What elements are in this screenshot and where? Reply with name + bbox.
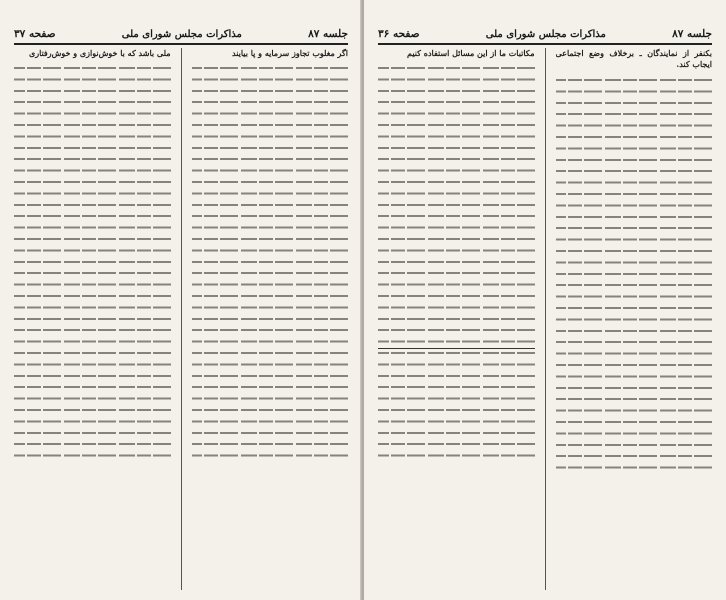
left-page-columns xyxy=(14,48,348,590)
column-lead: بکنفر از نمایندگان ـ برخلاف وضع اجتماعی ایجاب کند. xyxy=(555,48,712,70)
left-page-number: صفحه ۳۷ xyxy=(14,28,56,40)
column-lead: اگر مغلوب تجاوز سرمایه و پا بیایند xyxy=(232,48,348,58)
column-divider xyxy=(545,48,546,590)
left-page-header xyxy=(14,10,348,45)
column-body-text xyxy=(556,75,713,475)
right-page-column-1 xyxy=(556,48,713,590)
right-page-columns xyxy=(378,48,712,590)
left-page-column-2 xyxy=(14,48,171,590)
column-body-text xyxy=(192,63,349,463)
column-body-text xyxy=(378,63,535,463)
left-page-column-1 xyxy=(192,48,349,590)
left-page-session: جلسه ۸۷ xyxy=(308,28,348,40)
left-page-title: مذاکرات مجلس شورای ملی xyxy=(121,29,242,40)
right-page-session: جلسه ۸۷ xyxy=(672,28,712,40)
right-page xyxy=(364,0,726,600)
right-page-header xyxy=(378,10,712,45)
right-page-column-2 xyxy=(378,48,535,590)
left-page xyxy=(0,0,362,600)
right-page-number: صفحه ۳۶ xyxy=(378,28,420,40)
column-lead: ملی باشد که با خوش‌نوازی و خوش‌رفتاری xyxy=(28,48,171,58)
handwritten-underline xyxy=(378,348,535,349)
column-divider xyxy=(181,48,182,590)
right-page-title: مذاکرات مجلس شورای ملی xyxy=(485,29,606,40)
column-lead: مکاتبات ما از این مسائل استفاده کنیم xyxy=(407,48,535,58)
column-body-text xyxy=(14,63,171,463)
